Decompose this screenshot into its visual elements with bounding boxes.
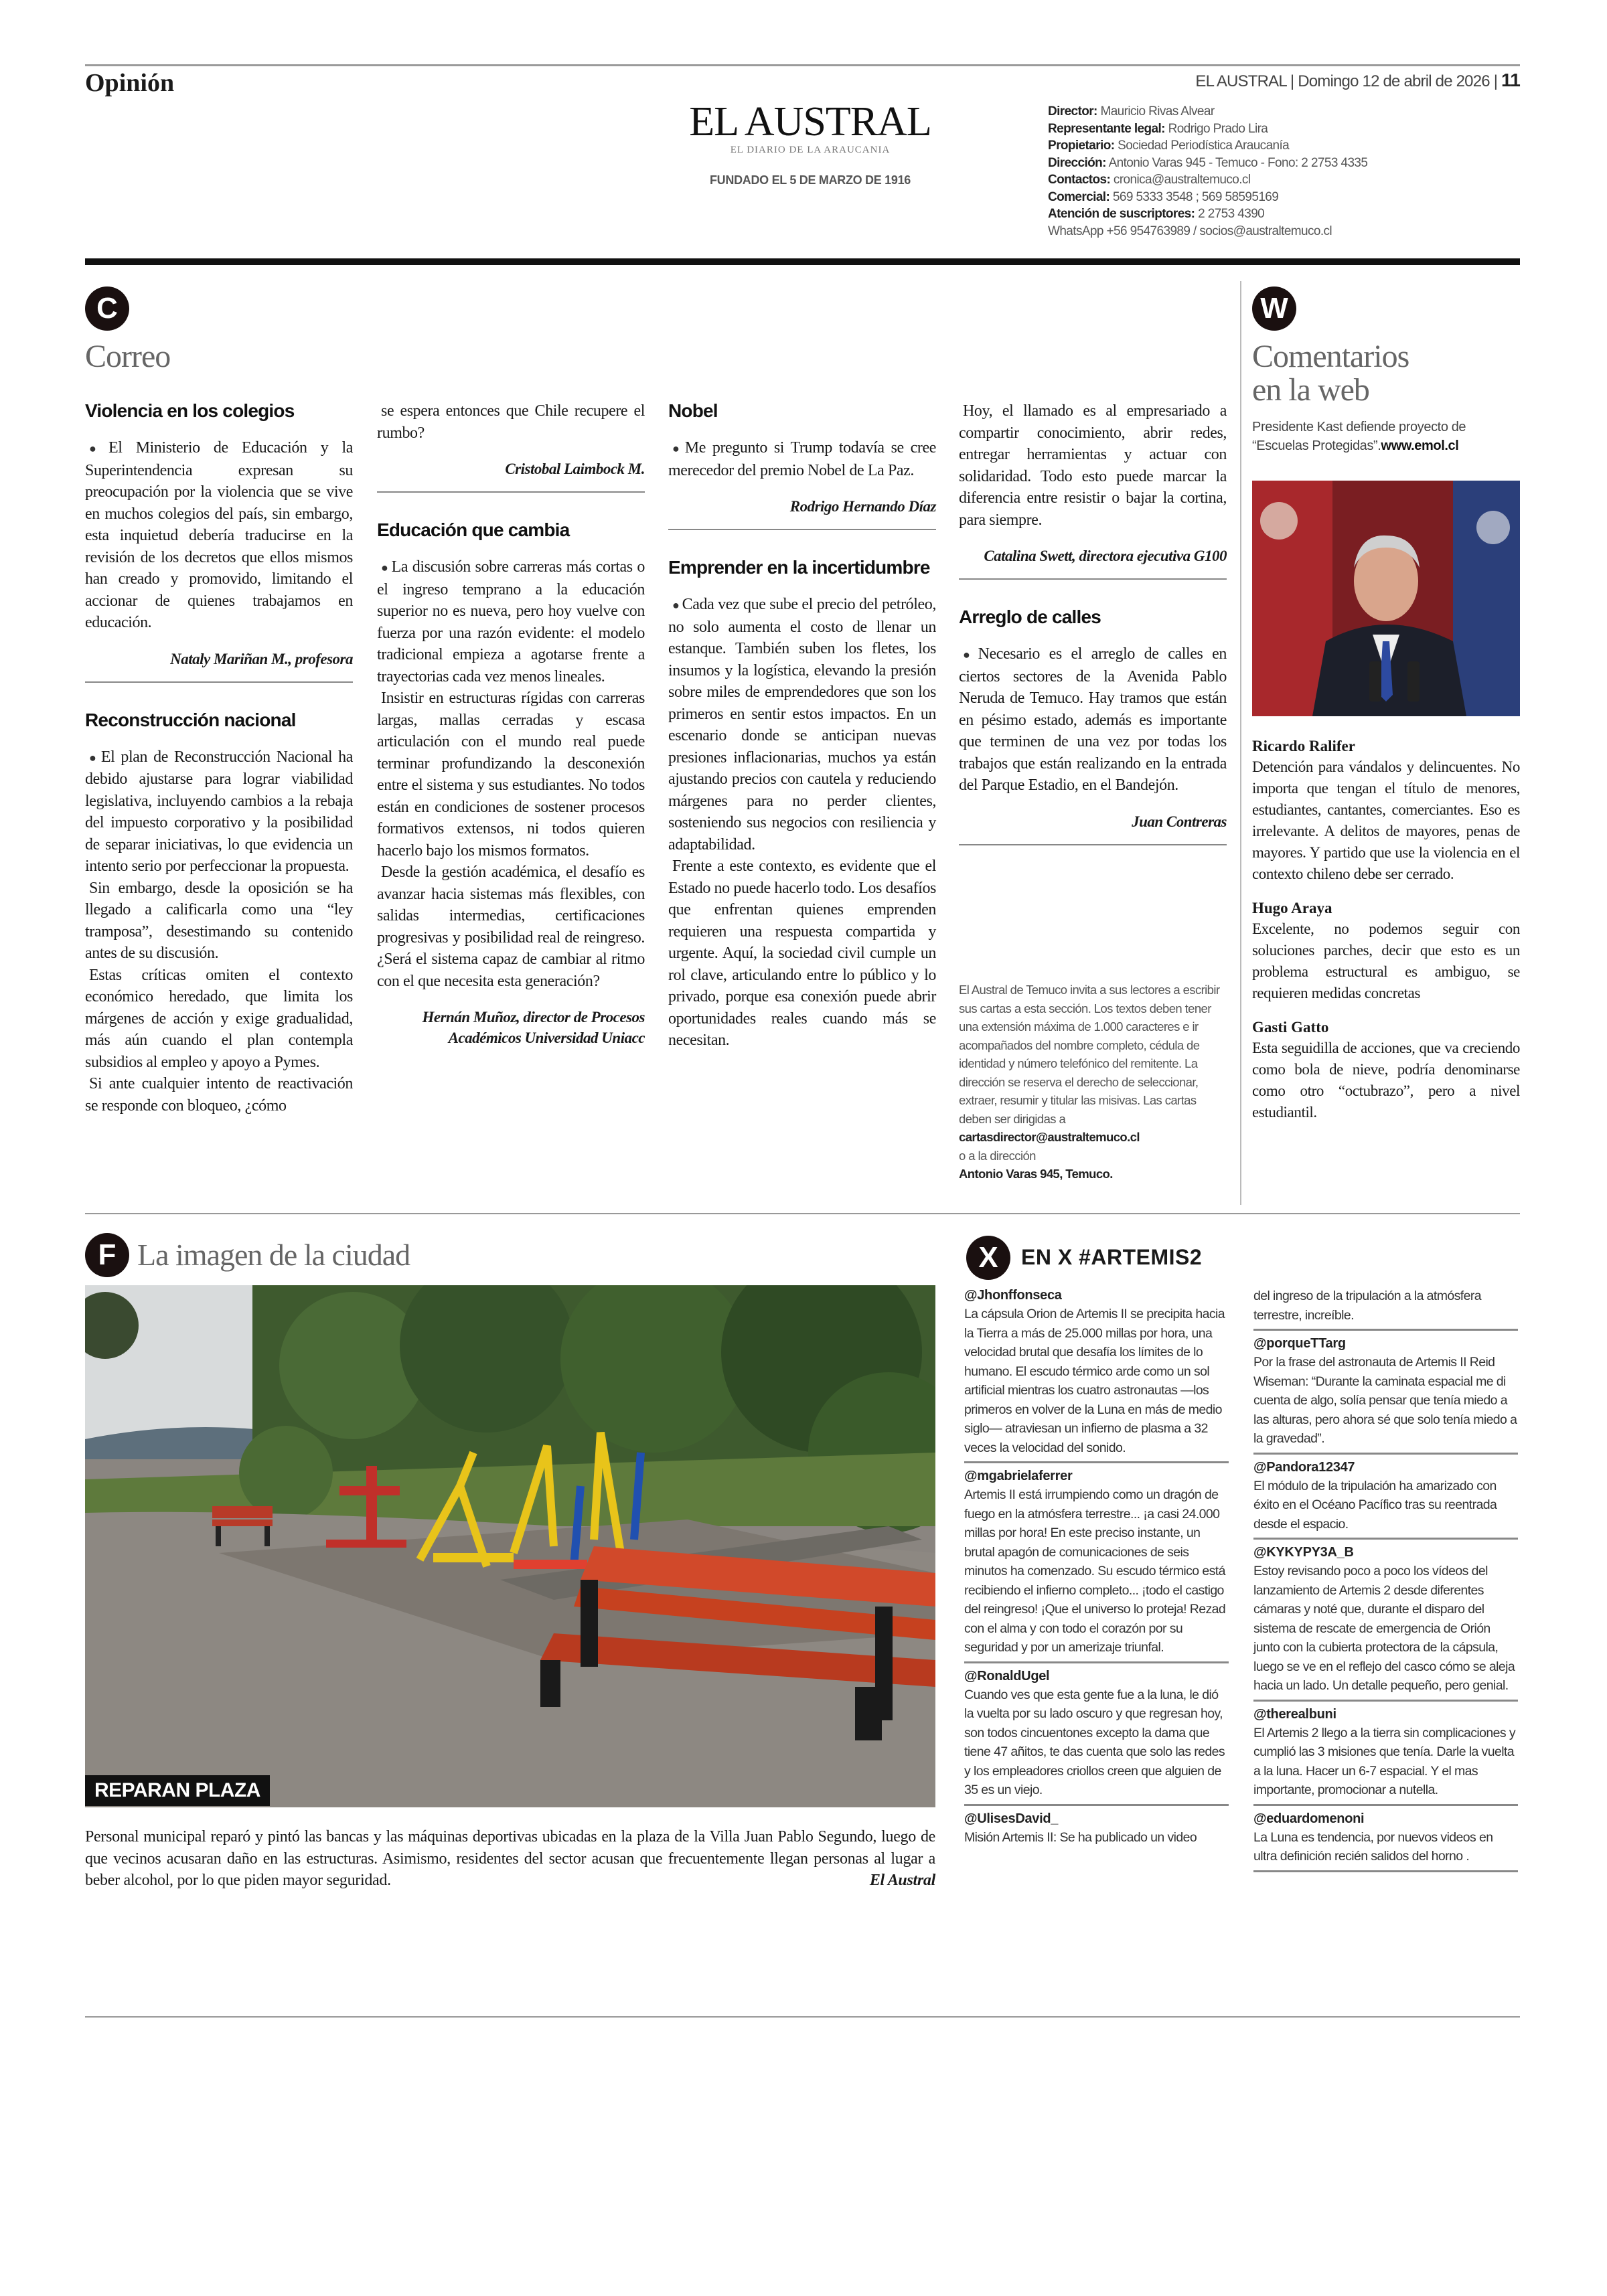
contact-value: Antonio Varas 945 - Temuco - Fono: 2 2753 4335 bbox=[1108, 155, 1368, 170]
letter-paragraph: ● Necesario es el arreglo de calles en ciertos sectores de la Avenida Pablo Neruda de Temuco. Hay tramos que están en pésimo estado, además es importante que terminen de una vez por todas los trabajos que están realizando en la entrada del Parque Estadio, en el Bandejón. bbox=[959, 643, 1227, 797]
letter-signature: Juan Contreras bbox=[1132, 813, 1227, 830]
letters-column-2 bbox=[377, 400, 645, 1060]
letters-column-3 bbox=[668, 400, 936, 1052]
web-subtitle bbox=[1252, 418, 1520, 455]
letters-column-1 bbox=[85, 400, 353, 1117]
tweet-handle[interactable]: @therealbuni bbox=[1253, 1706, 1336, 1722]
contact-line bbox=[1048, 206, 1367, 223]
note-text: El Austral de Temuco invita a sus lectores a escribir sus cartas a esta sección. Los textos deben tener una extensión máxima de 1.000 caracteres e ir acompañados del nombre completo, cédula de identidad y número telefónico del remitente. La dirección se reserva el derecho de seleccionar, extraer, resumir y titular las misivas. Las cartas deben ser dirigidas a bbox=[959, 983, 1220, 1126]
tweet-text: Artemis II está irrumpiendo como un dragón de fuego en la atmósfera terrestre... ¡a casi 24.000 millas por hora! En este preciso instante, un brutal apagón de comunicaciones de seis minutos ha comenzado. Su escudo térmico está recibiendo el infierno completo... ¡todo el castigo del reingreso! ¡Que el universo lo proteja! Rezad con el alma y con todo el corazón por su seguridad y por un amerizaje triunfal. bbox=[964, 1485, 1229, 1663]
letter-heading: Arreglo de calles bbox=[959, 606, 1101, 627]
tweet-handle[interactable]: @eduardomenoni bbox=[1253, 1811, 1365, 1826]
x-section-title: EN X #ARTEMIS2 bbox=[1021, 1245, 1203, 1269]
tweet-text: La cápsula Orion de Artemis II se precipita hacia la Tierra a más de 25.000 millas por hora, una velocidad brutal que desafía los límites de lo humano. El escudo térmico arde como un sol artificial mientras los cuatro astronautas —los primeros en volver de la Luna en más de medio siglo— atraviesan un infierno de plasma a 32 veces la velocidad del sonido. bbox=[964, 1305, 1229, 1463]
letter-signature: Nataly Mariñan M., profesora bbox=[170, 650, 353, 667]
contact-value: cronica@australtemuco.cl bbox=[1113, 173, 1251, 187]
letter-paragraph: Si ante cualquier intento de reactivación se responde con bloqueo, ¿cómo bbox=[85, 1075, 353, 1115]
contact-label: Dirección: bbox=[1048, 155, 1106, 170]
correo-badge-icon: C bbox=[85, 286, 129, 331]
tweet bbox=[964, 1667, 1229, 1806]
letter-heading: Violencia en los colegios bbox=[85, 400, 295, 421]
web-subtitle-text: Presidente Kast defiende proyecto de “Escuelas Protegidas”. bbox=[1252, 420, 1466, 453]
contact-label: Atención de suscriptores: bbox=[1048, 207, 1195, 221]
web-comment bbox=[1252, 1017, 1520, 1123]
letter-paragraph: ● Me pregunto si Trump todavía se cree merecedor del premio Nobel de La Paz. bbox=[668, 437, 936, 481]
tweet bbox=[964, 1467, 1229, 1663]
contact-line bbox=[1048, 223, 1367, 240]
letter-heading: Educación que cambia bbox=[377, 519, 570, 540]
tweet-text: Misión Artemis II: Se ha publicado un video bbox=[964, 1829, 1197, 1845]
letter-paragraph: Sin embargo, desde la oposición se ha llegado a calificarla como una “ley tramposa”, desestimando su contenido antes de su discusión. bbox=[85, 879, 353, 962]
tweet-handle[interactable]: @Jhonffonseca bbox=[964, 1288, 1062, 1303]
letter-paragraph: ● El Ministerio de Educación y la Superintendencia expresan su preocupación por la violencia que se vive en muchos colegios del país, sin embargo, esta inquietud debería traducirse en la revisión de los decretos que ellos mismos han creado y promovido, limitando el accionar de quienes trabajamos en educación. bbox=[85, 437, 353, 634]
tweet-handle[interactable]: @RonaldUgel bbox=[964, 1668, 1050, 1684]
section-rule bbox=[85, 1213, 1520, 1214]
letter-paragraph: ● La discusión sobre carreras más cortas o el ingreso temprano a la educación superior no es nueva, pero hoy vuelve con fuerza por una razón evidente: el modelo tradicional empieza a agotarse frente a trayectorias cada vez menos lineales. bbox=[377, 556, 645, 687]
header-rule bbox=[85, 258, 1520, 265]
contacts-block bbox=[1048, 103, 1367, 240]
contact-value: 2 2753 4390 bbox=[1198, 207, 1265, 221]
contact-line bbox=[1048, 103, 1367, 120]
tweet bbox=[1253, 1706, 1518, 1806]
divider bbox=[668, 529, 936, 530]
contact-label: Representante legal: bbox=[1048, 121, 1165, 136]
web-comment bbox=[1252, 898, 1520, 1004]
date: Domingo 12 de abril de 2026 bbox=[1298, 72, 1490, 90]
web-title-line-1: Comentarios bbox=[1252, 339, 1409, 374]
contact-label: Comercial: bbox=[1048, 189, 1110, 204]
column-separator bbox=[1240, 281, 1241, 1205]
contact-value: Mauricio Rivas Alvear bbox=[1100, 104, 1215, 118]
logo: EL AUSTRAL bbox=[689, 99, 931, 145]
letter-signature: Cristobal Laimbock M. bbox=[505, 461, 645, 477]
tweet bbox=[964, 1287, 1229, 1463]
comment-text: Detención para vándalos y delincuentes. No importa que tengan el título de menores, estudiantes, cantantes, comerciantes. Eso es irrelevante. A delitos de mayores, penas de mayores. Y partido que use la violencia en el contexto chileno debe ser cerrado. bbox=[1252, 758, 1520, 882]
letter-paragraph: ● El plan de Reconstrucción Nacional ha debido ajustarse para lograr viabilidad legislativa, incluyendo cambios a la rebaja del impuesto corporativo y la posibilidad de separar iniciativas, lo que evidencia un intento serio por perfeccionar la propuesta. bbox=[85, 746, 353, 878]
letter-signature: Catalina Swett, directora ejecutiva G100 bbox=[984, 548, 1227, 564]
paper-name: EL AUSTRAL bbox=[1195, 72, 1287, 90]
comment-text: Excelente, no podemos seguir con soluciones parches, decir que esto es un problema estructural es ambiguo, se requieren medidas concretas bbox=[1252, 920, 1520, 1001]
page-number: 11 bbox=[1501, 70, 1520, 90]
letter-heading: Nobel bbox=[668, 400, 718, 421]
top-rule bbox=[85, 64, 1520, 66]
divider bbox=[959, 578, 1227, 580]
tweet-handle[interactable]: @KYKYPY3A_B bbox=[1253, 1545, 1354, 1560]
letter-paragraph: Insistir en estructuras rígidas con carreras largas, mallas cerradas y escasa articulación con el mundo real puede terminar profundizando la desconexión entre el sistema y sus estudiantes. No todos están en condiciones de sostener procesos formativos extensos, ni todos quieren hacerlo bajo los mismos formatos. bbox=[377, 689, 645, 859]
tweet-text: Cuando ves que esta gente fue a la luna, le dió la vuelta por su lado oscuro y que regresan hoy, son todos cincuentones excepto la dama que tiene 47 añitos, te das cuenta que solo las redes y los empleadores criollos creen que alguien de 35 es un viejo. bbox=[964, 1686, 1229, 1806]
president-photo bbox=[1252, 481, 1520, 716]
contact-line bbox=[1048, 120, 1367, 138]
contact-label: Contactos: bbox=[1048, 173, 1111, 187]
contact-line bbox=[1048, 155, 1367, 172]
city-title: La imagen de la ciudad bbox=[137, 1238, 410, 1272]
comment-author: Gasti Gatto bbox=[1252, 1019, 1329, 1036]
letter-paragraph: Frente a este contexto, es evidente que el Estado no puede hacerlo todo. Los desafíos que enfrentan quienes emprenden requieren una respuesta compartida y urgente. Aquí, la sociedad civil cumple un rol clave, articulando entre lo público y lo privado, porque esa conexión puede abrir oportunidades reales cuando más se necesitan. bbox=[668, 857, 936, 1049]
logo-subtitle: EL DIARIO DE LA ARAUCANIA bbox=[730, 145, 891, 155]
tweet-handle[interactable]: @UlisesDavid_ bbox=[964, 1811, 1059, 1826]
letters-address: Antonio Varas 945, Temuco. bbox=[959, 1167, 1113, 1181]
tweet-handle[interactable]: @mgabrielaferrer bbox=[964, 1469, 1073, 1483]
contact-line bbox=[1048, 171, 1367, 189]
comment-author: Hugo Araya bbox=[1252, 900, 1332, 916]
letter-paragraph: se espera entonces que Chile recupere el rumbo? bbox=[377, 402, 645, 442]
tweet bbox=[1253, 1810, 1518, 1872]
section-label: Opinión bbox=[85, 69, 175, 97]
photo-label: REPARAN PLAZA bbox=[85, 1775, 270, 1806]
plaza-photo bbox=[85, 1285, 935, 1807]
tweet-text: El módulo de la tripulación ha amarizado con éxito en el Océano Pacífico tras su reentrada desde el espacio. bbox=[1253, 1477, 1518, 1540]
contact-line bbox=[1048, 189, 1367, 206]
note-or: o a la dirección bbox=[959, 1148, 1036, 1163]
contact-value: 569 5333 3548 ; 569 58595169 bbox=[1112, 189, 1279, 204]
divider bbox=[85, 681, 353, 683]
correo-title: Correo bbox=[85, 339, 171, 374]
bottom-rule bbox=[85, 2016, 1520, 2018]
web-comments-list bbox=[1252, 736, 1520, 1137]
tweet bbox=[1253, 1459, 1518, 1540]
letter-paragraph: Hoy, el llamado es al empresariado a compartir conocimiento, abrir redes, entregar herramientas y actuar con solidaridad. Todo esto puede marcar la diferencia entre resistir o bajar la cortina, para siempre. bbox=[959, 402, 1227, 529]
letter-paragraph: Estas críticas omiten el contexto económico heredado, que limita los márgenes de acción y exige gradualidad, más aún cuando el plan contempla subsidios al empleo y apoyo a Pymes. bbox=[85, 966, 353, 1071]
contact-value: Sociedad Periodística Araucanía bbox=[1118, 139, 1290, 153]
letter-paragraph: ● Cada vez que sube el precio del petróleo, no solo aumenta el costo de llenar un estanque. También suben los fletes, los insumos y la logística, elevando la presión sobre miles de emprendedores que son los primeros en sentir estos impactos. En un escenario donde se anticipan nuevas presiones inflacionarias, muchos ya están ajustando precios con cautela y reduciendo márgenes para no perder clientes, sosteniendo sus negocios con resiliencia y adaptabilidad. bbox=[668, 594, 936, 855]
masthead bbox=[670, 100, 951, 187]
letters-note bbox=[959, 981, 1227, 1183]
tweet-handle[interactable]: @porqueTTarg bbox=[1253, 1336, 1346, 1351]
tweet-text: La Luna es tendencia, por nuevos videos en ultra definición recién salidos del horno . bbox=[1253, 1828, 1518, 1872]
web-title bbox=[1252, 340, 1409, 407]
letters-email[interactable]: cartasdirector@australtemuco.cl bbox=[959, 1130, 1140, 1144]
letter-paragraph: Desde la gestión académica, el desafío es avanzar hacia sistemas más flexibles, con salidas intermedias, certificaciones progresivas y posibilidad real de reingreso. ¿Será el sistema capaz de cambiar al ritmo con el que necesita esta generación? bbox=[377, 864, 645, 990]
web-badge-icon: W bbox=[1252, 286, 1296, 331]
founded-line: FUNDADO EL 5 DE MARZO DE 1916 bbox=[709, 173, 911, 187]
contact-value: Rodrigo Prado Lira bbox=[1168, 121, 1268, 136]
contact-label: Director: bbox=[1048, 104, 1097, 118]
tweet-text: del ingreso de la tripulación a la atmósfera terrestre, increíble. bbox=[1253, 1287, 1518, 1331]
photo-caption bbox=[85, 1826, 935, 1892]
tweet-text: El Artemis 2 llego a la tierra sin complicaciones y cumplió las 3 misiones que tenía. Darle la vuelta a la luna. Hacer un 6-7 espacial. Y el mas importante, promocionar a nutella. bbox=[1253, 1724, 1518, 1806]
divider bbox=[377, 491, 645, 493]
tweets-column-2 bbox=[1253, 1287, 1518, 1876]
web-comment bbox=[1252, 736, 1520, 885]
tweets-column-1 bbox=[964, 1287, 1229, 1855]
dateline: EL AUSTRAL | Domingo 12 de abril de 2026 | 11 bbox=[1195, 70, 1520, 90]
divider bbox=[959, 844, 1227, 845]
photo-credit: El Austral bbox=[869, 1872, 935, 1889]
letter-signature: Hernán Muñoz, director de Procesos Académicos Universidad Uniacc bbox=[422, 1009, 645, 1046]
tweet-text: Estoy revisando poco a poco los vídeos del lanzamiento de Artemis 2 desde diferentes cámaras y noté que, durante el disparo del sistema de rescate de emergencia de Orión junto con la cubierta protectora de la cápsula, luego se ve en el reflejo del casco cómo se aleja hacia un lado. Un detalle pequeño, pero genial. bbox=[1253, 1562, 1518, 1702]
tweet bbox=[964, 1810, 1229, 1852]
caption-text: Personal municipal reparó y pintó las bancas y las máquinas deportivas ubicadas en la plaza de la Villa Juan Pablo Segundo, luego de que vecinos acusaran daño en las estructuras. Asimismo, residentes del sector acusan que frecuentemente llegan personas al lugar a beber alcohol, por lo que piden mayor seguridad. bbox=[85, 1828, 935, 1889]
web-source-link[interactable]: www.emol.cl bbox=[1381, 438, 1459, 453]
x-badge-icon: X bbox=[966, 1236, 1010, 1280]
city-badge-icon: F bbox=[85, 1233, 129, 1277]
tweet-text: Por la frase del astronauta de Artemis II Reid Wiseman: “Durante la caminata espacial me di cuenta de algo, solía pensar que tenía miedo a las alturas, pero ahora sé que solo tenía miedo a la gravedad”. bbox=[1253, 1353, 1518, 1455]
letter-heading: Emprender en la incertidumbre bbox=[668, 557, 930, 578]
letter-heading: Reconstrucción nacional bbox=[85, 709, 296, 730]
contact-line bbox=[1048, 137, 1367, 155]
tweet bbox=[1253, 1335, 1518, 1455]
tweet bbox=[1253, 1287, 1518, 1331]
comment-text: Esta seguidilla de acciones, que va creciendo como bola de nieve, podría denominarse como otro “octubrazo”, pero a nivel estudiantil. bbox=[1252, 1040, 1520, 1121]
tweet-handle[interactable]: @Pandora12347 bbox=[1253, 1459, 1355, 1475]
contact-label: Propietario: bbox=[1048, 139, 1115, 153]
letter-signature: Rodrigo Hernando Díaz bbox=[789, 498, 936, 515]
letters-column-4 bbox=[959, 400, 1227, 872]
contact-value: WhatsApp +56 954763989 / socios@australtemuco.cl bbox=[1048, 224, 1332, 238]
comment-author: Ricardo Ralifer bbox=[1252, 738, 1355, 754]
tweet bbox=[1253, 1544, 1518, 1702]
web-title-line-2: en la web bbox=[1252, 372, 1369, 408]
